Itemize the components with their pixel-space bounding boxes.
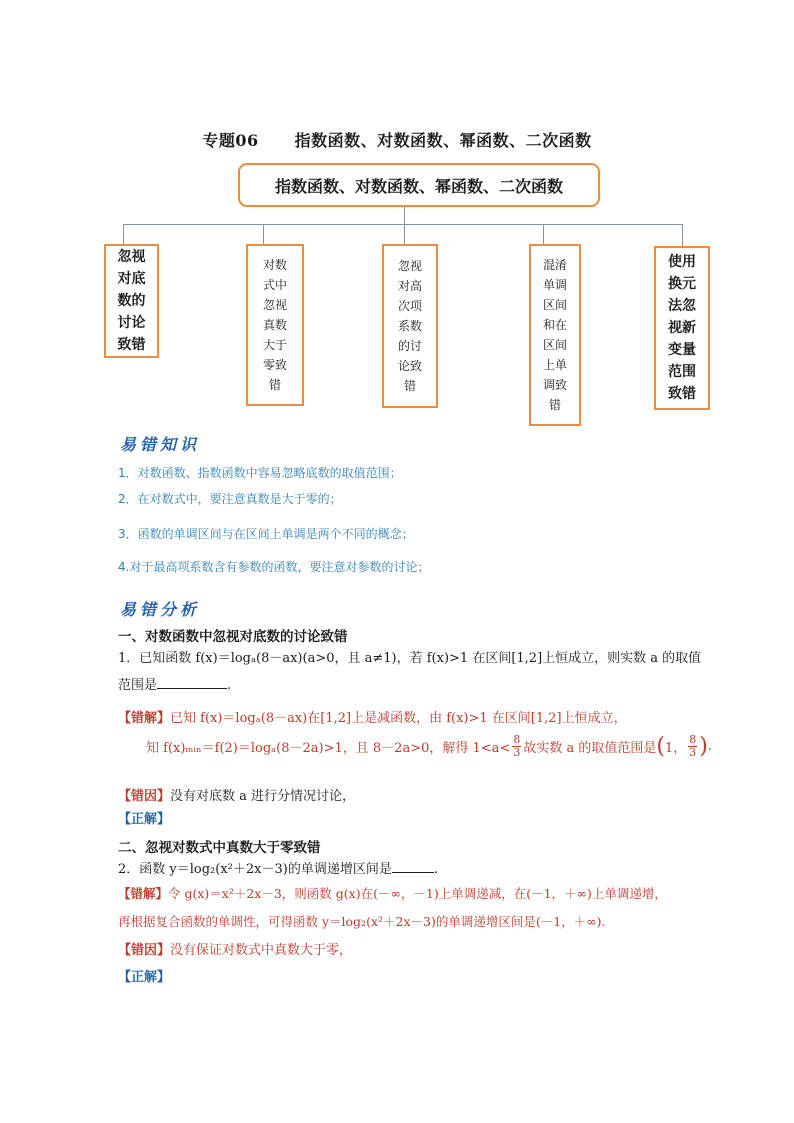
question-2-text: 2．函数 y＝log₂(x²＋2x－3)的单调递增区间是 (118, 862, 392, 877)
range-close-paren: ) (699, 734, 708, 759)
knowledge-item: 1．对数函数、指数函数中容易忽略底数的取值范围； (118, 466, 402, 480)
tree-node-1-label: 忽视对底数的讨论致错 (117, 249, 146, 353)
question-2 (118, 858, 438, 877)
question-1-line-1: 1．已知函数 f(x)＝logₐ(8－ax)(a>0，且 a≠1)，若 f(x)>1 在区间[1,2]上恒成立，则实数 a 的取值 (118, 651, 702, 666)
fraction-numerator: 8 (689, 733, 697, 746)
tree-node-1 (104, 244, 159, 358)
correct-solution-tag-1: 【正解】 (118, 812, 171, 827)
cause-tag-2: 【错因】 (118, 943, 171, 958)
page-title (0, 128, 794, 151)
tree-bar (123, 224, 683, 225)
wrong-solution-1-line-1 (118, 707, 627, 726)
tree-node-3-label: 忽视对高次项系数的讨论致错 (397, 259, 422, 393)
range-left: 1， (664, 741, 687, 756)
answer-blank-1[interactable] (157, 676, 227, 689)
section-2-title: 二、忽视对数式中真数大于零致错 (118, 840, 321, 856)
analysis-heading: 易错分析 (120, 600, 201, 619)
tree-drop-2 (263, 224, 264, 246)
wrong-solution-1-line-2 (146, 734, 712, 759)
title-text: 指数函数、对数函数、幂函数、二次函数 (294, 131, 592, 150)
tree-stem (404, 207, 405, 224)
tree-node-2-label: 对数式中忽视真数大于零致错 (262, 258, 287, 392)
answer-blank-2[interactable] (392, 860, 434, 873)
cause-tag-1: 【错因】 (118, 789, 171, 804)
knowledge-heading: 易错知识 (120, 435, 201, 454)
wrong-text-1: 已知 f(x)＝logₐ(8－ax)在[1,2]上是减函数，由 f(x)>1 在区间[1,2]上恒成立， (170, 711, 627, 726)
fraction-8-3-range (688, 734, 697, 759)
question-1-line-2 (118, 674, 231, 693)
title-number: 专题06 (202, 131, 259, 150)
fraction-denominator: 3 (513, 746, 521, 759)
fraction-denominator: 3 (689, 746, 697, 759)
question-1-lead: 范围是 (118, 678, 158, 693)
error-cause-1 (118, 785, 355, 804)
knowledge-item: 2．在对数式中，要注意真数是大于零的； (118, 492, 342, 506)
question-2-end: . (433, 862, 438, 877)
correct-solution-tag-2: 【正解】 (118, 970, 171, 985)
range-open-paren: ( (656, 734, 665, 759)
wrong-text-1b: 知 f(x)ₘᵢₙ＝f(2)＝logₐ(8－2a)>1，且 8－2a>0，解得 1<a< (146, 741, 511, 756)
knowledge-item: 4.对于最高项系数含有参数的函数，要注意对参数的讨论； (118, 560, 430, 574)
tree-node-2 (246, 244, 304, 406)
tree-node-4-label: 混淆单调区间和在区间上单调致错 (542, 258, 567, 412)
tree-root: 指数函数、对数函数、幂函数、二次函数 (238, 163, 600, 207)
tree-node-5 (654, 246, 710, 410)
wrong-text-2: 令 g(x)＝x²＋2x－3，则函数 g(x)在(－∞，－1)上单调递减，在(－1，＋∞)上单调递增， (168, 886, 667, 901)
error-cause-2 (118, 939, 352, 958)
tree-drop-1 (123, 224, 124, 246)
fraction-numerator: 8 (513, 733, 521, 746)
tree-drop-4 (543, 224, 544, 246)
knowledge-item: 3．函数的单调区间与在区间上单调是两个不同的概念； (118, 527, 414, 541)
range-end: . (707, 739, 712, 754)
wrong-text-1c: 故实数 a 的取值范围是 (523, 741, 657, 756)
tree-node-3 (382, 244, 438, 408)
wrong-tag-2: 【错解】 (118, 886, 169, 901)
cause-text-2: 没有保证对数式中真数大于零， (170, 943, 353, 958)
fraction-8-3 (512, 734, 521, 759)
wrong-solution-2-line-1 (118, 884, 667, 902)
question-1-end: . (227, 678, 232, 693)
tree-drop-5 (682, 224, 683, 246)
tree-node-4 (529, 244, 581, 426)
wrong-solution-2-line-2: 再根据复合函数的单调性，可得函数 y＝log₂(x²＋2x－3)的单调递增区间是(－1，＋∞). (118, 914, 606, 929)
section-1-title: 一、对数函数中忽视对底数的讨论致错 (118, 629, 348, 645)
cause-text-1: 没有对底数 a 进行分情况讨论， (170, 789, 356, 804)
tree-drop-3 (404, 224, 405, 246)
tree-node-5-label: 使用换元法忽视新变量范围致错 (668, 254, 696, 402)
wrong-tag-1: 【错解】 (118, 711, 171, 726)
